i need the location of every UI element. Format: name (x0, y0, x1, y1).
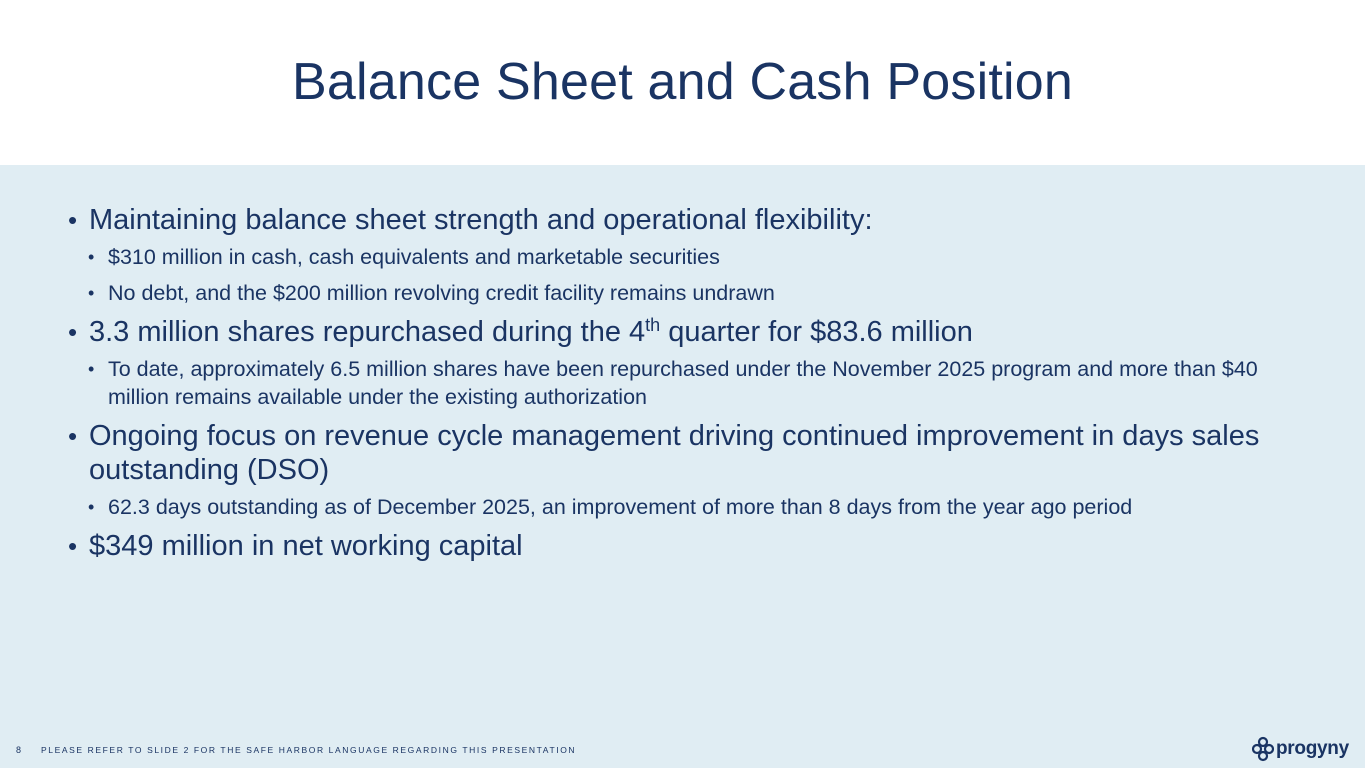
bullet-text (89, 316, 973, 348)
bullet-list (68, 203, 1278, 569)
bullet-item (68, 315, 1278, 349)
sub-bullet-item (68, 243, 1278, 271)
slide-title: Balance Sheet and Cash Position (292, 53, 1073, 111)
bullet-text: $349 million in net working capital (89, 530, 523, 562)
ordinal-superscript: th (645, 315, 661, 335)
sub-bullet-text: To date, approximately 6.5 million shares have been repurchased under the November 2025 program and more than $40 million remains available under the existing authorization (108, 357, 1258, 409)
sub-bullet-text: No debt, and the $200 million revolving credit facility remains undrawn (108, 281, 775, 305)
sub-bullet-dot: • (88, 283, 95, 303)
sub-bullet-dot: • (88, 247, 95, 267)
sub-bullet-dot: • (88, 359, 95, 379)
bullet-dot: • (68, 421, 78, 451)
bullet-text-part: 3.3 million shares repurchased during the 4 (89, 316, 646, 348)
bullet-text: Ongoing focus on revenue cycle management driving continued improvement in days sales outstanding (DSO) (89, 420, 1260, 486)
company-logo (1252, 735, 1349, 763)
sub-bullet-item (68, 355, 1278, 411)
bullet-dot: • (68, 317, 78, 347)
bullet-dot: • (68, 531, 78, 561)
safe-harbor-note: PLEASE REFER TO SLIDE 2 FOR THE SAFE HARBOR LANGUAGE REGARDING THIS PRESENTATION (41, 745, 577, 755)
logo-mark-icon (1252, 736, 1274, 762)
page-number: 8 (16, 745, 23, 755)
bullet-text-part: quarter for $83.6 million (660, 316, 973, 348)
bullet-item (68, 203, 1278, 237)
bullet-dot: • (68, 205, 78, 235)
sub-bullet-item (68, 279, 1278, 307)
sub-bullet-item (68, 493, 1278, 521)
sub-bullet-text: $310 million in cash, cash equivalents and marketable securities (108, 245, 720, 269)
bullet-item (68, 529, 1278, 563)
slide-header (0, 0, 1365, 165)
bullet-item (68, 419, 1278, 487)
sub-bullet-dot: • (88, 497, 95, 517)
bullet-text: Maintaining balance sheet strength and operational flexibility: (89, 204, 873, 236)
logo-wordmark: progyny (1276, 738, 1349, 759)
sub-bullet-text: 62.3 days outstanding as of December 2025, an improvement of more than 8 days from the year ago period (108, 495, 1133, 519)
